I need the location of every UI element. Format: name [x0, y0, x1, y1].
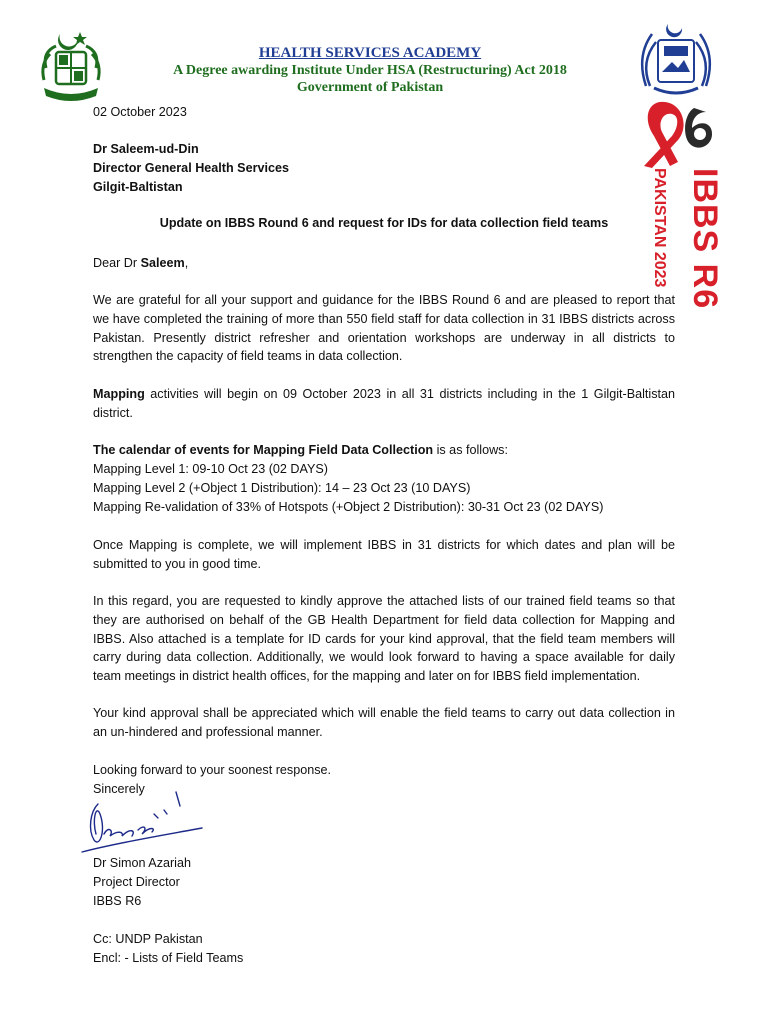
paragraph-request: In this regard, you are requested to kindly approve the attached lists of our trained field teams so that they are authorised on behalf of the GB Health Department for field data collection for Mapping and IBBS. Also attached is a template for ID cards for your kind approval, that the field team members will carry during data collection. Additionally, we would look forward to having a space available for daily team meetings in district health offices, for the mapping and later on for IBBS field implementation.	[93, 594, 675, 684]
letter-date: 02 October 2023	[93, 105, 187, 119]
paragraph-training: We are grateful for all your support and guidance for the IBBS Round 6 and are pleased to report that we have completed the training of more than 550 field staff for data collection in 31 IBBS districts across Pakistan. Presently district refresher and orientation workshops are underway in all districts to strengthen the capacity of field teams in data collection.	[93, 293, 675, 364]
signer-org: IBBS R6	[93, 894, 142, 908]
recipient-name: Dr Saleem-ud-Din	[93, 142, 199, 156]
enclosure-line: Encl: - Lists of Field Teams	[93, 951, 244, 965]
signer-name: Dr Simon Azariah	[93, 856, 191, 870]
government-line: Government of Pakistan	[296, 80, 444, 95]
closing-line: Looking forward to your soonest response.	[93, 763, 332, 777]
calendar-heading	[93, 441, 508, 460]
closing-sincerely: Sincerely	[93, 782, 145, 796]
paragraph-mapping	[93, 385, 675, 423]
ibbs-logo-text	[640, 168, 724, 310]
ibbs-logo-title: IBBS R6	[686, 168, 724, 310]
calendar-heading-bold: The calendar of events for Mapping Field Data Collection	[93, 443, 434, 457]
cc-line: Cc: UNDP Pakistan	[93, 932, 203, 946]
mapping-rest: activities will begin on 09 October 2023 in all 31 districts including in the 1 Gilgit-Baltistan district.	[93, 387, 675, 420]
academy-subtitle: A Degree awarding Institute Under HSA (Restructuring) Act 2018	[173, 63, 567, 78]
calendar-item: Mapping Level 2 (+Object 1 Distribution): 14 – 23 Oct 23 (10 DAYS)	[93, 481, 471, 495]
handwritten-signature	[80, 790, 210, 860]
state-emblem-logo	[38, 28, 104, 104]
recipient-location: Gilgit-Baltistan	[93, 180, 183, 194]
salutation-name: Saleem	[140, 256, 185, 270]
salutation	[93, 254, 188, 273]
ibbs-logo-country-year: PAKISTAN 2023	[651, 168, 668, 288]
recipient-title: Director General Health Services	[93, 161, 289, 175]
calendar-item: Mapping Level 1: 09-10 Oct 23 (02 DAYS)	[93, 462, 328, 476]
calendar-item: Mapping Re-validation of 33% of Hotspots (+Object 2 Distribution): 30-31 Oct 23 (02 DAYS)	[93, 500, 604, 514]
paragraph-approval: Your kind approval shall be appreciated which will enable the field teams to carry out data collection in an un-hindered and professional manner.	[93, 706, 675, 739]
university-crest-logo	[638, 16, 714, 100]
academy-name: HEALTH SERVICES ACADEMY	[258, 45, 482, 61]
salutation-suffix: ,	[184, 256, 189, 270]
signer-title: Project Director	[93, 875, 180, 889]
paragraph-implementation: Once Mapping is complete, we will implement IBBS in 31 districts for which dates and plan will be submitted to you in good time.	[93, 538, 675, 571]
salutation-prefix: Dear Dr	[93, 256, 141, 270]
calendar-heading-rest: is as follows:	[433, 443, 508, 457]
letter-subject: Update on IBBS Round 6 and request for IDs for data collection field teams	[159, 216, 609, 230]
mapping-bold: Mapping	[93, 387, 145, 401]
